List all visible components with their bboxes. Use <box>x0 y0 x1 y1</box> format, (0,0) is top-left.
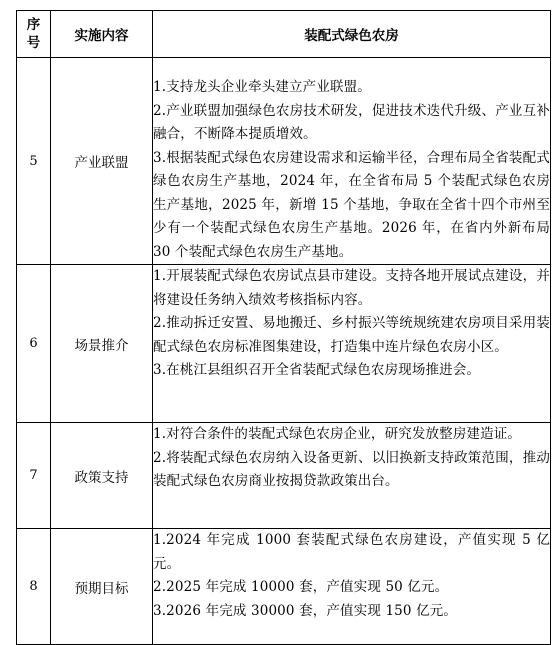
table-header-row <box>17 11 551 58</box>
row-num: 5 <box>17 58 51 265</box>
table-row <box>17 265 551 423</box>
detail-paragraph: 3.根据装配式绿色农房建设需求和运输半径，合理布局全省装配式绿色农房生产基地，2024 年，在全省布局 5 个装配式绿色农房生产基地，2025 年，新增 15 个基地，争取在全省十四个市州至少有一个装配式绿色农房生产基地。2026 年，在省内外新布局 30 个装配式绿色农房生产基地。 <box>153 149 550 260</box>
implementation-table <box>16 10 551 645</box>
row-num: 7 <box>17 423 51 529</box>
row-title: 预期目标 <box>51 529 153 645</box>
detail-paragraph: 3.在桃江县组织召开全省装配式绿色农房现场推进会。 <box>153 362 481 378</box>
row-detail <box>153 423 551 529</box>
detail-paragraph: 2.推动拆迁安置、易地搬迁、乡村振兴等统规统建农房项目采用装配式绿色农房标准图集建设，打造集中连片绿色农房小区。 <box>153 315 550 355</box>
detail-paragraph: 1.支持龙头企业牵头建立产业联盟。 <box>153 79 371 95</box>
detail-paragraph: 1.对符合条件的装配式绿色农房企业，研究发放整房建造证。 <box>153 426 522 442</box>
detail-paragraph: 1.2024 年完成 1000 套装配式绿色农房建设，产值实现 5 亿元。 <box>153 532 550 572</box>
table-row <box>17 423 551 529</box>
row-detail <box>153 58 551 265</box>
header-content: 实施内容 <box>51 11 153 58</box>
row-num: 6 <box>17 265 51 423</box>
row-num: 8 <box>17 529 51 645</box>
row-detail <box>153 529 551 645</box>
header-detail: 装配式绿色农房 <box>153 11 551 58</box>
detail-paragraph: 2.产业联盟加强绿色农房技术研发，促进技术迭代升级、产业互补融合，不断降本提质增效。 <box>153 102 550 142</box>
header-num-label: 序号 <box>26 17 41 51</box>
table-row <box>17 529 551 645</box>
detail-paragraph: 2.将装配式绿色农房纳入设备更新、以旧换新支持政策范围，推动装配式绿色农房商业按揭贷款政策出台。 <box>153 449 550 489</box>
detail-paragraph: 1.开展装配式绿色农房试点县市建设。支持各地开展试点建设，并将建设任务纳入绩效考核指标内容。 <box>153 268 550 308</box>
row-title: 政策支持 <box>51 423 153 529</box>
detail-paragraph: 3.2026 年完成 30000 套，产值实现 150 亿元。 <box>153 602 458 619</box>
row-title: 产业联盟 <box>51 58 153 265</box>
table-row <box>17 58 551 265</box>
detail-paragraph: 2.2025 年完成 10000 套，产值实现 50 亿元。 <box>153 579 449 595</box>
header-num <box>17 11 51 58</box>
row-title: 场景推介 <box>51 265 153 423</box>
row-detail <box>153 265 551 423</box>
